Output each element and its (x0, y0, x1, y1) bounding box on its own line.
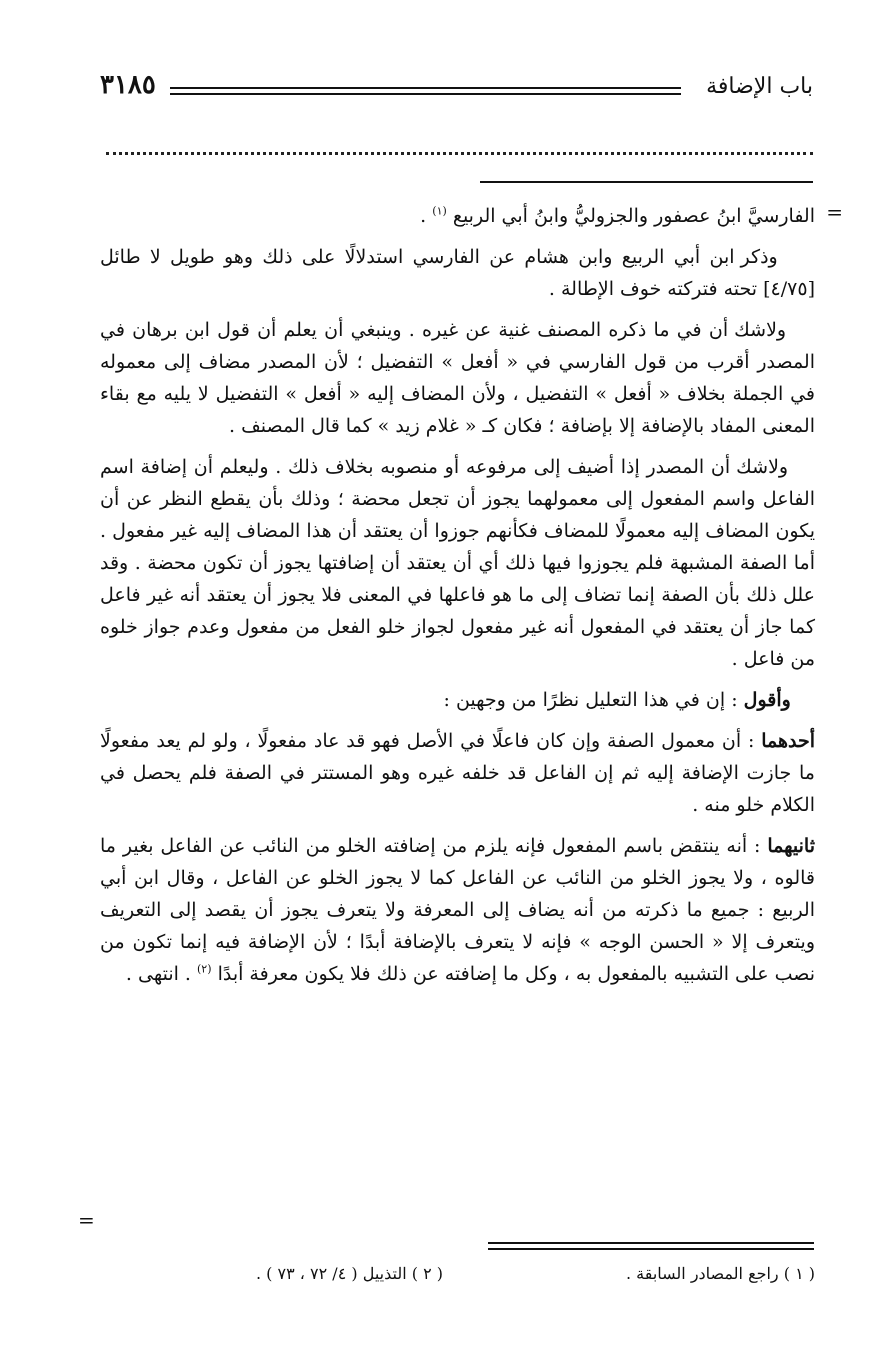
paragraph (100, 684, 815, 716)
paragraph-text: الفارسيَّ ابنُ عصفور والجزوليُّ وابنُ أبي الربيع (452, 205, 815, 227)
main-text (100, 200, 843, 990)
footnote-ref[interactable]: (٢) (197, 962, 212, 976)
paragraph-text: ولاشك أن في ما ذكره المصنف غنية عن غيره . وينبغي أن يعلم أن قول ابن برهان في المصدر أقرب من قول الفارسي في « أفعل » التفضيل ؛ لأن المصدر مضاف إلى معموله في الجملة بخلاف « أفعل » التفضيل ، ولأن المضاف إليه « أفعل » التفضيل لا يليه مع بقاء المعنى المفاد بالإضافة إلا بإضافة ؛ فكان كـ « غلام زيد » كما قال المصنف . (100, 319, 815, 437)
paragraph-text: : أن معمول الصفة وإن كان فاعلًا في الأصل فهو قد عاد مفعولًا ، ولو لم يعد مفعولًا ما جازت الإضافة إليه ثم إن الفاعل قد خلفه غيره وهو المستتر في الصفة فلم يحصل في الكلام خلو منه . (100, 730, 815, 816)
paragraph-text: وذكر ابن أبي الربيع وابن هشام عن الفارسي استدلالًا على ذلك وهو طويل لا طائل [٤/٧٥] تحته فتركته خوف الإطالة . (100, 246, 815, 300)
paragraph (100, 241, 815, 305)
paragraph (100, 314, 815, 442)
footnotes (100, 1264, 815, 1294)
paragraph-tail: . انتهى . (125, 963, 197, 985)
paragraph-tail: . (420, 205, 433, 227)
footnote-rule (488, 1242, 814, 1250)
paragraph (100, 830, 815, 990)
paragraph (100, 451, 815, 675)
dotted-separator (106, 152, 813, 159)
paragraph-text: : إن في هذا التعليل نظرًا من وجهين : (443, 689, 744, 711)
header-rule (170, 87, 681, 95)
running-header (100, 72, 813, 112)
paragraph-lead: أحدهما (761, 730, 815, 752)
paragraph-text: ولاشك أن المصدر إذا أضيف إلى مرفوعه أو منصوبه بخلاف ذلك . وليعلم أن إضافة اسم الفاعل واسم المفعول إلى معمولهما يجوز أن تجعل محضة ؛ وذلك بأن يقطع النظر عن أن يكون المضاف إليه معمولًا للمضاف فكأنهم جوزوا أن يعتقد أن هذا المضاف إليه غير مفعول . أما الصفة المشبهة فلم يجوزوا فيها ذلك أي أن يعتقد أن إضافتها يجوز أن تكون محضة . وقد علل ذلك بأن الصفة إنما تضاف إلى ما هو فاعلها في المعنى فلا يجوز أن يعتقد أنه غير فاعل كما جاز أن يعتقد في المفعول أنه غير مفعول لجواز خلو الفعل من مفعول وعدم جواز خلوه من فاعل . (100, 456, 815, 670)
paragraph-lead: وأقول (743, 689, 791, 711)
paragraph-lead: ثانيهما (767, 835, 815, 857)
footnote-item: ( ١ ) راجع المصادر السابقة . (625, 1264, 815, 1283)
paragraph (100, 200, 815, 232)
chapter-title: باب الإضافة (706, 74, 813, 99)
paragraph-text: : أنه ينتقض باسم المفعول فإنه يلزم من إضافته الخلو من النائب عن الفاعل بغير ما قالوه ، ولا يجوز الخلو من النائب عن الفاعل كما لا يجوز الخلو عن الفاعل ، وقال ابن أبي الربيع : جميع ما ذكرته من أنه يضاف إلى المعرفة ولا يتعرف يجوز أن يقصد إلى التعريف ويتعرف إلا « الحسن الوجه » فإنه لا يتعرف بالإضافة أبدًا ؛ لأن الإضافة فيه إنما تكون من نصب على التشبيه بالمفعول به ، وكل ما إضافته عن ذلك فلا يكون معرفة أبدًا (100, 835, 815, 985)
paragraph (100, 725, 815, 821)
continuation-mark: = (826, 200, 843, 224)
footnote-ref[interactable]: (١) (432, 204, 447, 218)
continuation-rule (480, 181, 813, 183)
end-continuation-mark: = (78, 1208, 95, 1232)
page-number: ٣١٨٥ (100, 70, 156, 100)
footnote-item: ( ٢ ) التذييل ( ٤/ ٧٢ ، ٧٣ ) . (256, 1264, 443, 1283)
